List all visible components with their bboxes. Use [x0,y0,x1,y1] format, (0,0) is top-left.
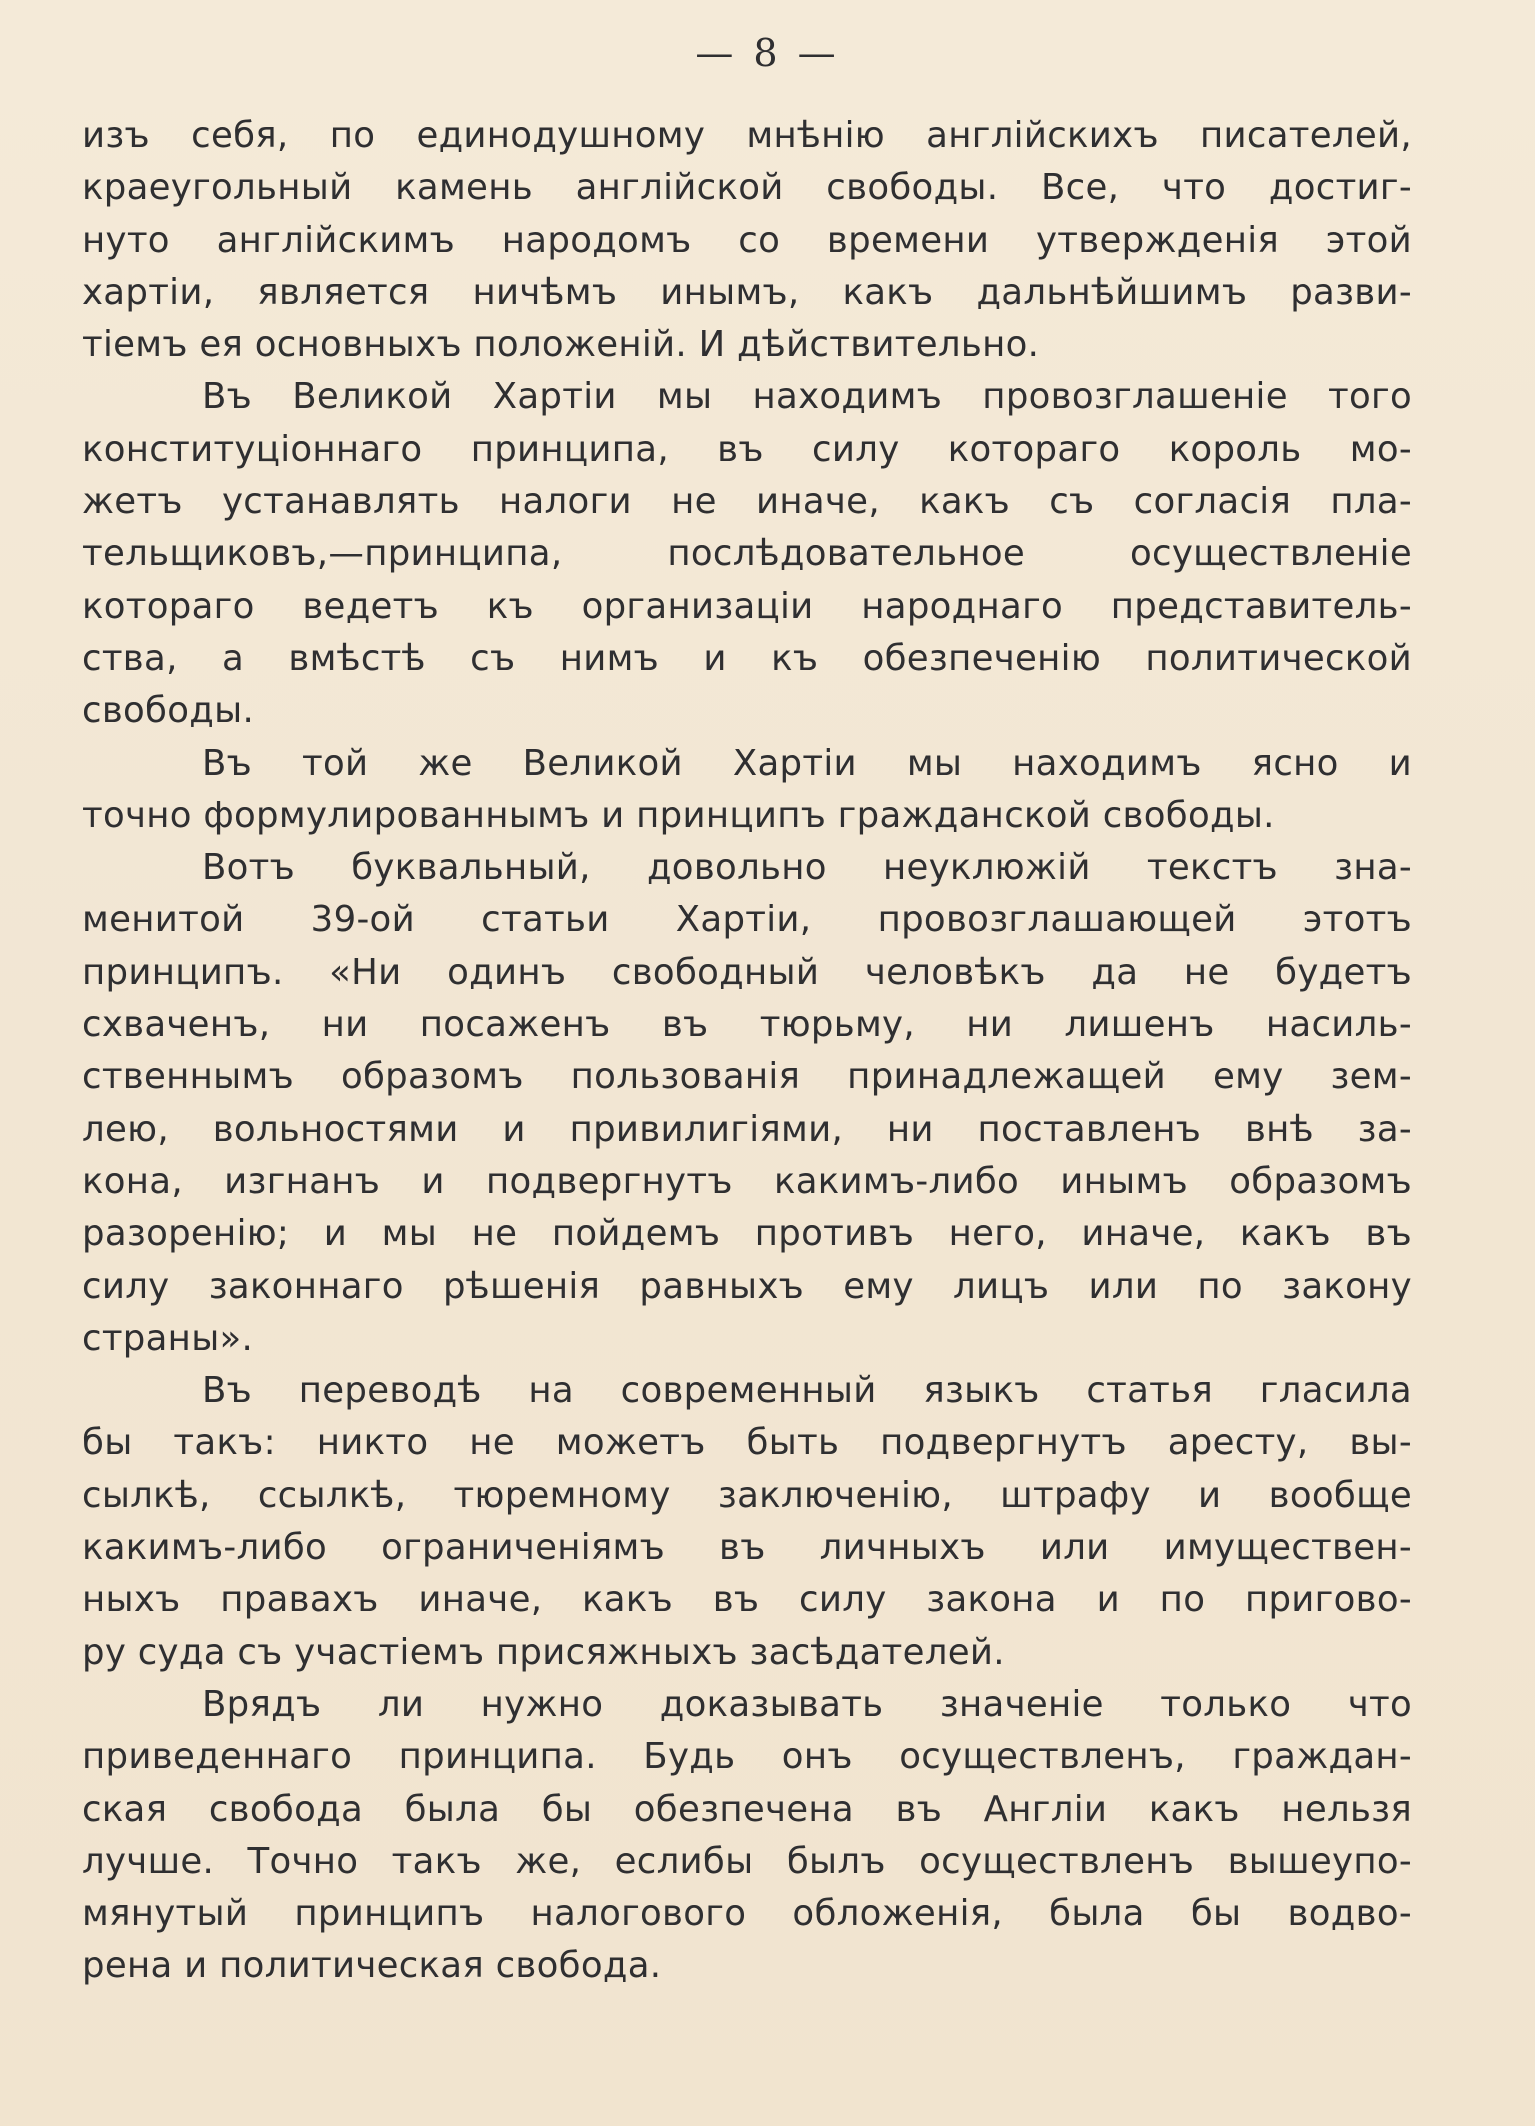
text-line: краеугольный камень англійской свободы. Все, что достиг- [82,167,1412,209]
text-line: точно формулированнымъ и принципъ гражданской свободы. [82,794,1275,836]
text-line: страны». [82,1317,254,1359]
text-line: мянутый принципъ налогового обложенія, была бы водво- [82,1893,1412,1935]
text-line: ства, а вмѣстѣ съ нимъ и къ обезпеченію политической [82,637,1412,679]
text-line: тельщиковъ,—принципа, послѣдовательное осуществленіе [82,533,1412,575]
body-text [82,110,1412,1993]
text-line: Въ переводѣ на современный языкъ статья гласила [202,1370,1412,1412]
text-line: ственнымъ образомъ пользованія принадлежащей ему зем- [82,1056,1412,1098]
text-line: ру суда съ участіемъ присяжныхъ засѣдателей. [82,1631,1005,1673]
text-line: лею, вольностями и привилигіями, ни поставленъ внѣ за- [82,1108,1412,1150]
text-line: приведеннаго принципа. Будь онъ осуществленъ, граждан- [82,1736,1412,1778]
text-line: свободы. [82,690,255,732]
text-line: разоренію; и мы не пойдемъ противъ него, иначе, какъ въ [82,1213,1412,1255]
text-line: Вотъ буквальный, довольно неуклюжій текстъ зна- [202,847,1412,889]
text-line: Въ той же Великой Хартіи мы находимъ ясно и [202,742,1412,784]
text-line: рена и политическая свобода. [82,1945,662,1987]
text-line: силу законнаго рѣшенія равныхъ ему лицъ или по закону [82,1265,1412,1307]
text-line: тіемъ ея основныхъ положеній. И дѣйствительно. [82,324,1040,366]
text-line: нуто англійскимъ народомъ со времени утвержденія этой [82,219,1412,261]
text-line: жетъ устанавлять налоги не иначе, какъ съ согласія пла- [82,481,1412,523]
text-line: конституціоннаго принципа, въ силу котораго король мо- [82,428,1412,470]
text-line: ныхъ правахъ иначе, какъ въ силу закона и по пригово- [82,1579,1412,1621]
text-line: менитой 39-ой статьи Хартіи, провозглашающей этотъ [82,899,1412,941]
text-line: лучше. Точно такъ же, еслибы былъ осуществленъ вышеупо- [82,1840,1412,1882]
text-line: сылкѣ, ссылкѣ, тюремному заключенію, штрафу и вообще [82,1474,1412,1516]
page-number: — 8 — [695,31,840,75]
text-line: изъ себя, по единодушному мнѣнію англійскихъ писателей, [82,115,1412,156]
text-line: котораго ведетъ къ организаціи народнаго представитель- [82,585,1412,627]
text-line: бы такъ: никто не можетъ быть подвергнутъ аресту, вы- [82,1422,1412,1464]
text-line: Врядъ ли нужно доказывать значеніе только что [202,1683,1412,1725]
text-line: кона, изгнанъ и подвергнутъ какимъ-либо инымъ образомъ [82,1160,1412,1202]
text-line: ская свобода была бы обезпечена въ Англіи какъ нельзя [82,1788,1412,1830]
text-line: Въ Великой Хартіи мы находимъ провозглашеніе того [202,376,1412,418]
text-line: схваченъ, ни посаженъ въ тюрьму, ни лишенъ насиль- [82,1004,1412,1046]
text-line: какимъ-либо ограниченіямъ въ личныхъ или имуществен- [82,1527,1412,1569]
text-line: принципъ. «Ни одинъ свободный человѣкъ да не будетъ [82,951,1412,993]
text-line: хартіи, является ничѣмъ инымъ, какъ дальнѣйшимъ разви- [82,271,1412,313]
